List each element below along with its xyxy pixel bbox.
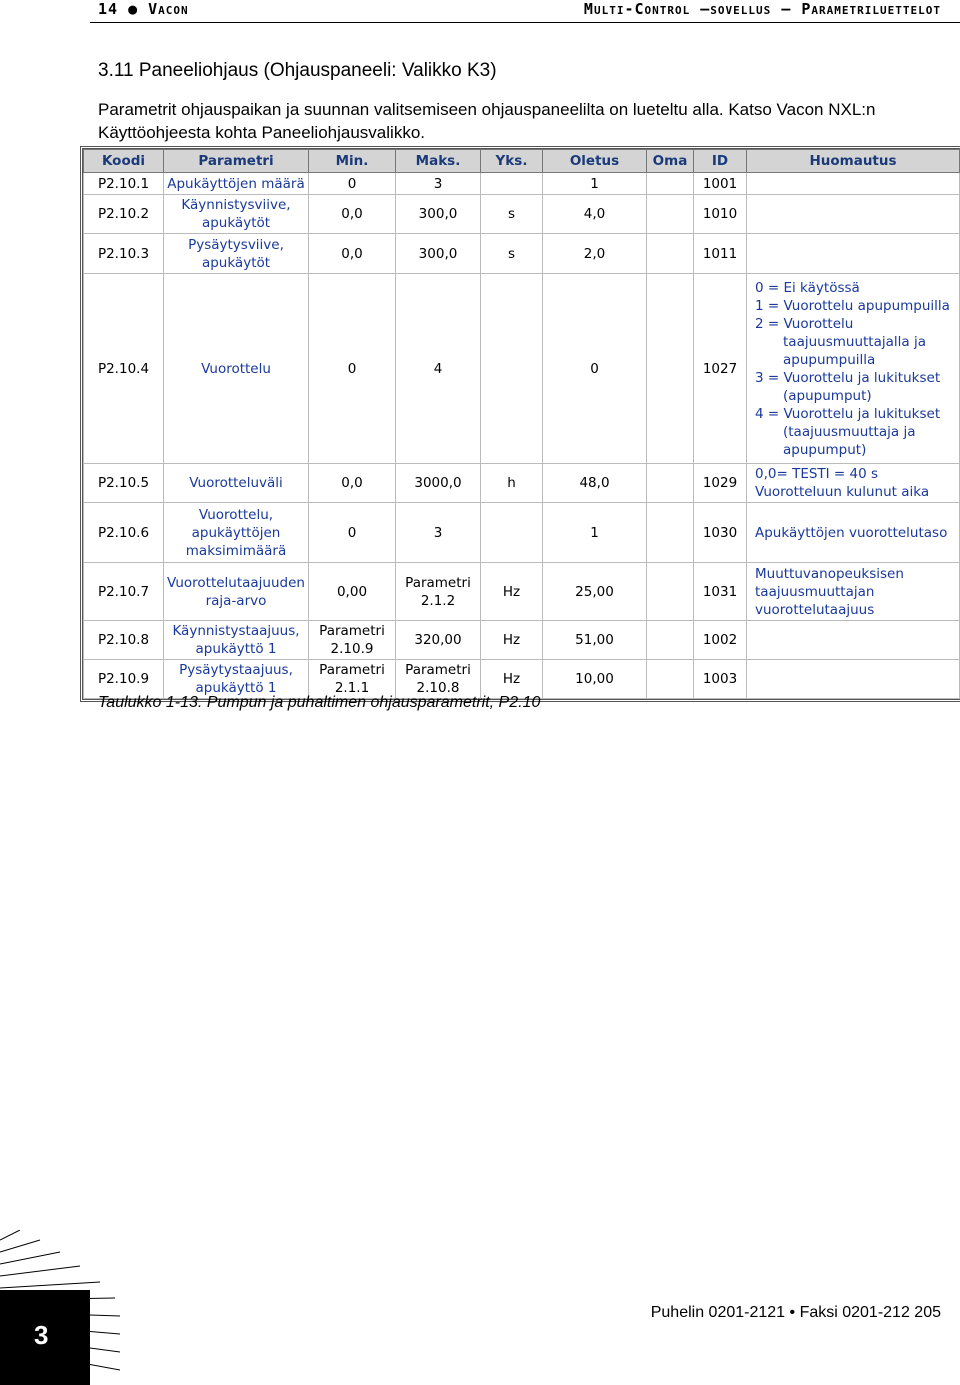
cell-min: 0,0 [309,234,396,274]
cell-default: 2,0 [543,234,647,274]
cell-param: Vuorottelu, apukäyttöjen maksimimäärä [164,503,309,563]
note-line: (taajuusmuuttaja ja apupumput) [783,423,916,458]
note-line: (apupumput) [783,387,872,404]
cell-note [747,621,960,660]
cell-unit [481,503,543,563]
cell-own [647,563,694,621]
cell-param: Pysäytysviive, apukäytöt [164,234,309,274]
cell-note [747,274,960,464]
note-line: 0 = Ei käytössä [755,279,860,296]
note-line: taajuusmuuttajalla ja apupumpuilla [783,333,926,368]
cell-min: 0 [309,173,396,195]
table-body [84,173,960,699]
cell-id: 1002 [694,621,747,660]
cell-own [647,173,694,195]
table-header-row [84,150,960,173]
cell-unit: Hz [481,621,543,660]
cell-code: P2.10.7 [84,563,164,621]
cell-default: 51,00 [543,621,647,660]
cell-note [747,173,960,195]
cell-unit [481,173,543,195]
note-line: Muuttuvanopeuksisen taajuusmuuttajan vuorottelutaajuus [755,565,904,618]
cell-own [647,621,694,660]
cell-default: 1 [543,173,647,195]
note-line: 4 = Vuorottelu ja lukitukset [755,405,941,422]
table-caption: Taulukko 1-13. Pumpun ja puhaltimen ohjausparametrit, P2.10 [98,694,541,711]
cell-own [647,195,694,234]
cell-note [747,503,960,563]
column-header: Maks. [396,150,481,173]
cell-default: 0 [543,274,647,464]
header-right: Multi-Control –sovellus – Parametriluettelot [583,0,941,18]
cell-code: P2.10.2 [84,195,164,234]
footer-contact: Puhelin 0201-2121 • Faksi 0201-212 205 [650,1304,941,1321]
table-row [84,660,960,699]
cell-max: 3000,0 [396,464,481,503]
cell-default: 10,00 [543,660,647,699]
note-line: 1 = Vuorottelu apupumpuilla [755,297,950,314]
cell-default: 25,00 [543,563,647,621]
cell-own [647,274,694,464]
table-row [84,173,960,195]
cell-max: 320,00 [396,621,481,660]
cell-unit: Hz [481,563,543,621]
cell-id: 1031 [694,563,747,621]
note-line: Apukäyttöjen vuorottelutaso [755,524,948,541]
cell-unit: Hz [481,660,543,699]
table-row [84,234,960,274]
section-title: 3.11 Paneeliohjaus (Ohjauspaneeli: Valikko K3) [98,60,497,81]
page-header [0,0,960,20]
parameter-table [80,146,960,702]
cell-note [747,195,960,234]
cell-id: 1030 [694,503,747,563]
cell-default: 4,0 [543,195,647,234]
cell-own [647,660,694,699]
cell-max: 300,0 [396,195,481,234]
cell-param: Käynnistystaajuus, apukäyttö 1 [164,621,309,660]
table-row [84,503,960,563]
cell-own [647,234,694,274]
cell-unit: s [481,234,543,274]
column-header: Koodi [84,150,164,173]
column-header: Min. [309,150,396,173]
cell-param: Käynnistysviive, apukäytöt [164,195,309,234]
cell-max: 300,0 [396,234,481,274]
cell-id: 1003 [694,660,747,699]
cell-id: 1001 [694,173,747,195]
cell-default: 48,0 [543,464,647,503]
cell-code: P2.10.6 [84,503,164,563]
column-header: ID [694,150,747,173]
table-row [84,195,960,234]
table-row [84,621,960,660]
cell-id: 1010 [694,195,747,234]
cell-min: 0 [309,503,396,563]
cell-code: P2.10.3 [84,234,164,274]
table-row [84,274,960,464]
cell-code: P2.10.1 [84,173,164,195]
cell-code: P2.10.5 [84,464,164,503]
cell-param: Vuorottelu [164,274,309,464]
cell-default: 1 [543,503,647,563]
cell-code: P2.10.9 [84,660,164,699]
cell-unit: h [481,464,543,503]
column-header: Parametri [164,150,309,173]
intro-text: Parametrit ohjauspaikan ja suunnan valitsemiseen ohjauspaneelilta on lueteltu alla. Katso Vacon NXL:n Käyttöohjeesta kohta Paneeliohjausvalikko. [98,100,876,142]
cell-id: 1011 [694,234,747,274]
cell-param: Pysäytystaajuus, apukäyttö 1 [164,660,309,699]
cell-max: Parametri 2.10.8 [396,660,481,699]
cell-max: 4 [396,274,481,464]
cell-param: Apukäyttöjen määrä [164,173,309,195]
cell-own [647,503,694,563]
cell-unit [481,274,543,464]
cell-min: 0,0 [309,464,396,503]
cell-max: 3 [396,503,481,563]
cell-id: 1027 [694,274,747,464]
cell-min: Parametri 2.1.1 [309,660,396,699]
cell-unit: s [481,195,543,234]
cell-id: 1029 [694,464,747,503]
note-line: 2 = Vuorottelu [755,315,854,332]
cell-code: P2.10.8 [84,621,164,660]
table-row [84,464,960,503]
column-header: Yks. [481,150,543,173]
table-row [84,563,960,621]
cell-code: P2.10.4 [84,274,164,464]
column-header: Oma [647,150,694,173]
header-left: 14 ● Vacon [98,0,189,18]
cell-note [747,464,960,503]
cell-note [747,660,960,699]
cell-param: Vuorotteluväli [164,464,309,503]
cell-max: Parametri 2.1.2 [396,563,481,621]
column-header: Huomautus [747,150,960,173]
cell-own [647,464,694,503]
note-line: Vuorotteluun kulunut aika [755,484,930,500]
note-line: 3 = Vuorottelu ja lukitukset [755,369,941,386]
cell-min: 0,00 [309,563,396,621]
cell-min: 0 [309,274,396,464]
cell-min: Parametri 2.10.9 [309,621,396,660]
cell-note [747,234,960,274]
note-line: 0,0= TESTI = 40 s [755,466,879,482]
header-rule [90,22,960,23]
cell-min: 0,0 [309,195,396,234]
page-number: 3 [34,1320,49,1350]
cell-note [747,563,960,621]
column-header: Oletus [543,150,647,173]
cell-max: 3 [396,173,481,195]
cell-param: Vuorottelutaajuuden raja-arvo [164,563,309,621]
